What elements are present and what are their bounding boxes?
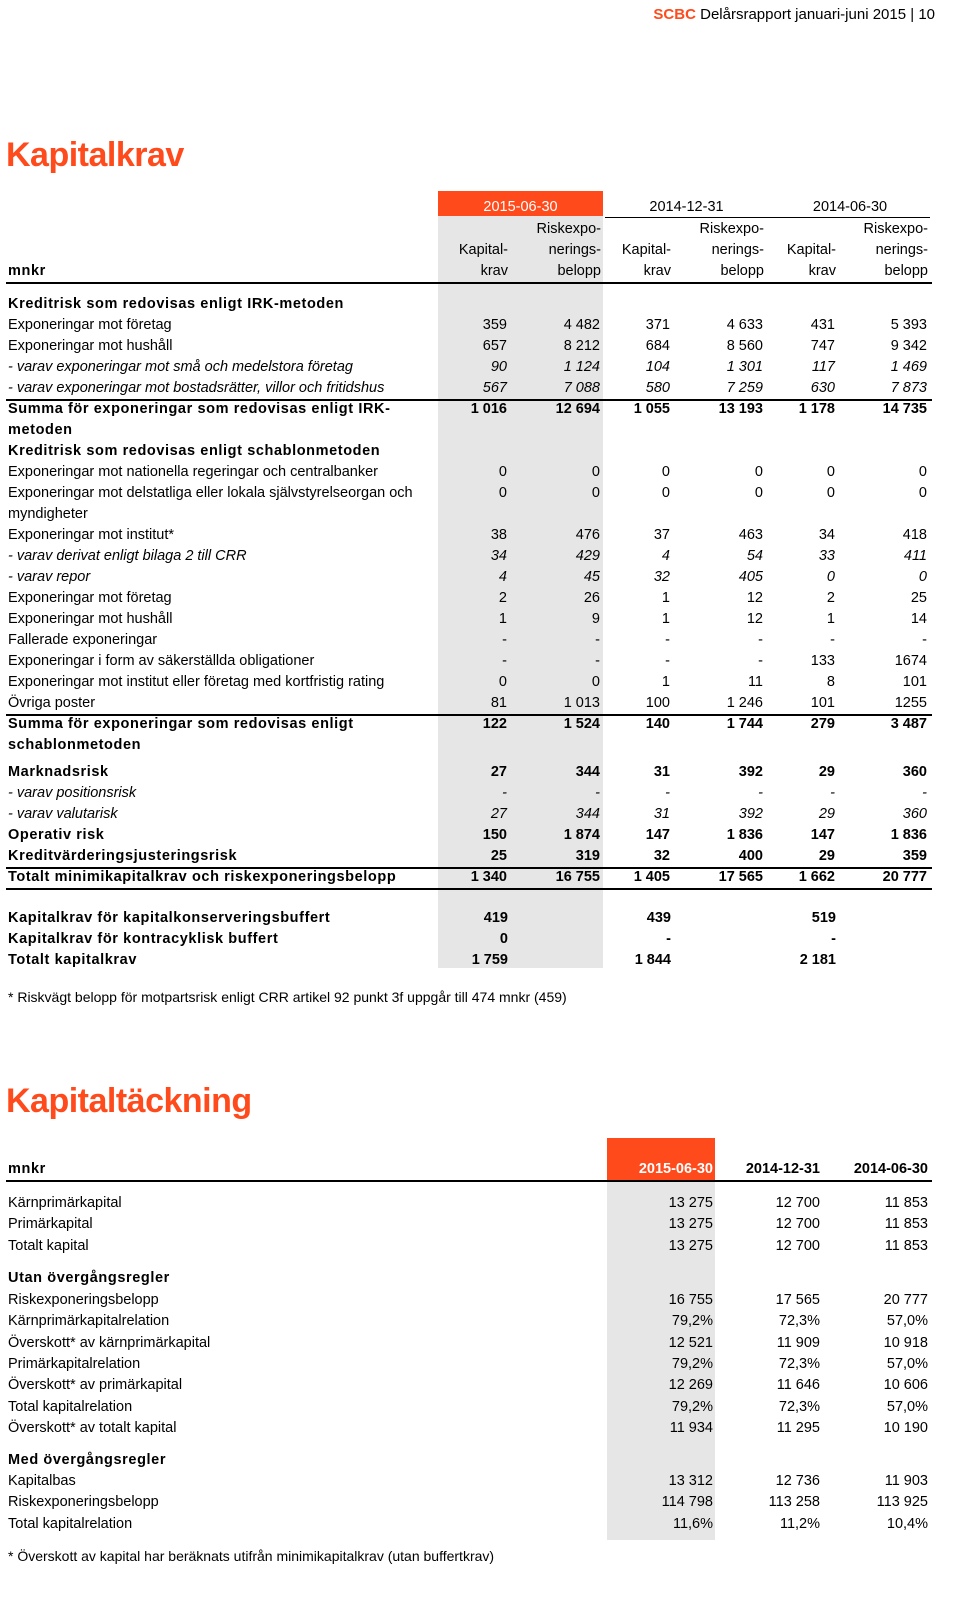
- row-label: Kreditrisk som redovisas enligt IRK-metoden: [8, 296, 345, 312]
- table-cell: 29: [818, 806, 835, 822]
- table-cell: 117: [811, 359, 835, 375]
- table-cell: -: [758, 632, 763, 648]
- row-label: Summa för exponeringar som redovisas enligt: [8, 716, 354, 732]
- period-header: 2014-12-31: [745, 1161, 820, 1177]
- row-label: Exponeringar mot företag: [8, 590, 172, 606]
- table-cell: -: [502, 785, 507, 801]
- table-cell: 0: [918, 485, 927, 501]
- row-label: Övriga poster: [8, 695, 96, 711]
- table-cell: -: [922, 785, 927, 801]
- table-cell: 11,2%: [779, 1515, 820, 1532]
- table-cell: 72,3%: [778, 1398, 820, 1415]
- brand-logo: SCBC: [653, 6, 696, 23]
- table-cell: 463: [738, 527, 763, 543]
- table-cell: 32: [653, 848, 670, 864]
- table-cell: 140: [645, 716, 670, 732]
- row-label: Fallerade exponeringar: [8, 632, 158, 648]
- buffer-cell: 439: [646, 910, 671, 926]
- col-header-riskexponeringsbelopp: Riskexpo-: [863, 221, 928, 237]
- table-cell: 0: [591, 464, 600, 480]
- col-header-riskexponeringsbelopp: nerings-: [875, 242, 928, 258]
- table-cell: 405: [738, 569, 763, 585]
- table-cell: 1 836: [726, 827, 763, 843]
- table-cell: 25: [490, 848, 507, 864]
- table-cell: 567: [482, 380, 507, 396]
- row-label: Totalt kapital: [8, 1237, 89, 1254]
- table-cell: -: [595, 653, 600, 669]
- col-header-kapitalkrav: Kapital-: [458, 242, 508, 258]
- table-cell: 11 903: [884, 1473, 928, 1489]
- kapitalkrav-title: Kapitalkrav: [6, 136, 184, 174]
- buffer-label: Kapitalkrav för kontracyklisk buffert: [8, 931, 279, 947]
- table-cell: -: [830, 785, 835, 801]
- table-cell: 11,6%: [672, 1515, 713, 1532]
- table-cell: 1: [661, 590, 670, 606]
- table-cell: 13 312: [668, 1473, 713, 1489]
- table-cell: 1 013: [563, 695, 600, 711]
- row-label: Total kapitalrelation: [8, 1398, 133, 1415]
- buffer-label: Kapitalkrav för kapitalkonserveringsbuffert: [8, 910, 331, 926]
- period-header: 2015-06-30: [483, 199, 558, 215]
- table-cell: 0: [918, 464, 927, 480]
- buffer-cell: 0: [499, 931, 508, 947]
- table-cell: 81: [490, 695, 507, 711]
- table-cell: 0: [498, 674, 507, 690]
- table-cell: 0: [591, 485, 600, 501]
- buffer-cell: 1 844: [634, 952, 671, 968]
- row-label: Exponeringar i form av säkerställda obligationer: [8, 653, 315, 669]
- table-cell: 4: [661, 548, 670, 564]
- row-label: Summa för exponeringar som redovisas enligt IRK-: [8, 401, 391, 417]
- table-cell: 360: [902, 764, 927, 780]
- table-cell: 1 874: [563, 827, 600, 843]
- table-cell: 359: [482, 317, 507, 333]
- table-cell: 150: [482, 827, 507, 843]
- table-cell: 20 777: [882, 869, 927, 885]
- table-cell: 13 275: [668, 1237, 713, 1254]
- table-cell: 1 524: [563, 716, 600, 732]
- table-cell: 0: [591, 674, 600, 690]
- table-cell: 113 258: [768, 1494, 820, 1511]
- table-cell: 371: [645, 317, 670, 333]
- period-header: 2014-06-30: [853, 1161, 928, 1177]
- table-cell: 12 736: [775, 1473, 820, 1489]
- table-cell: 57,0%: [886, 1398, 928, 1415]
- table-cell: 57,0%: [886, 1313, 928, 1330]
- table-cell: 10 918: [883, 1334, 928, 1351]
- table-cell: 359: [902, 848, 927, 864]
- table-cell: 10 190: [883, 1419, 928, 1436]
- table-cell: 12 700: [775, 1216, 820, 1233]
- table-cell: 34: [818, 527, 835, 543]
- table-cell: 7 873: [890, 380, 927, 396]
- table-cell: 8 560: [726, 338, 763, 354]
- row-label: - varav repor: [8, 569, 91, 585]
- group-heading: Utan övergångsregler: [8, 1270, 170, 1286]
- header-bottom-rule: [6, 282, 932, 284]
- table-cell: 113 925: [876, 1494, 928, 1511]
- header-separator: |: [910, 6, 915, 23]
- table-cell: 0: [498, 485, 507, 501]
- table-cell: 4: [498, 569, 507, 585]
- group-heading: Med övergångsregler: [8, 1452, 167, 1468]
- table-cell: 31: [653, 806, 670, 822]
- table-cell: 0: [826, 569, 835, 585]
- table-cell: 4 482: [563, 317, 600, 333]
- table-cell: 12: [746, 590, 763, 606]
- row-label: Exponeringar mot delstatliga eller lokala självstyrelseorgan och: [8, 485, 413, 501]
- report-title: Delårsrapport januari-juni 2015: [700, 6, 907, 23]
- period-header: 2014-06-30: [812, 199, 888, 215]
- table-cell: 12 521: [668, 1334, 713, 1351]
- buffer-cell: 2 181: [799, 952, 836, 968]
- table-cell: 1 055: [633, 401, 670, 417]
- table-cell: -: [758, 653, 763, 669]
- row-label: Exponeringar mot institut*: [8, 527, 175, 543]
- table-cell: 33: [818, 548, 835, 564]
- table-cell: 13 193: [718, 401, 763, 417]
- row-label: Kärnprimärkapital: [8, 1195, 122, 1211]
- table-cell: 11 909: [776, 1334, 820, 1351]
- sum-top-rule: [6, 399, 932, 401]
- period-header: 2015-06-30: [638, 1161, 713, 1177]
- row-label: - varav exponeringar mot små och medelstora företag: [8, 359, 353, 375]
- row-label: schablonmetoden: [8, 737, 142, 753]
- sum-top-rule: [6, 714, 932, 716]
- table-cell: 12: [746, 611, 763, 627]
- row-label: Exponeringar mot företag: [8, 317, 172, 333]
- table-cell: 11 853: [884, 1237, 928, 1254]
- table-cell: 38: [490, 527, 507, 543]
- table-cell: -: [502, 653, 507, 669]
- buffer-cell: 419: [483, 910, 508, 926]
- col-header-kapitalkrav: krav: [480, 263, 508, 279]
- buffer-cell: -: [831, 931, 836, 947]
- col-header-riskexponeringsbelopp: Riskexpo-: [699, 221, 764, 237]
- table-cell: 1255: [894, 695, 927, 711]
- buffer-cell: 519: [811, 910, 836, 926]
- table-cell: 11 934: [669, 1419, 713, 1436]
- row-label: - varav derivat enligt bilaga 2 till CRR: [8, 548, 247, 564]
- table-cell: 11 646: [776, 1377, 820, 1394]
- table-cell: -: [595, 785, 600, 801]
- col-header-kapitalkrav: krav: [643, 263, 671, 279]
- table-cell: -: [922, 632, 927, 648]
- col-header-riskexponeringsbelopp: belopp: [720, 263, 764, 279]
- row-label: Kapitalbas: [8, 1473, 76, 1489]
- col-header-riskexponeringsbelopp: nerings-: [711, 242, 764, 258]
- table-cell: 29: [818, 764, 835, 780]
- table-cell: 657: [482, 338, 507, 354]
- table-cell: 16 755: [668, 1292, 713, 1308]
- footnote: * Riskvägt belopp för motpartsrisk enligt CRR artikel 92 punkt 3f uppgår till 474 mnkr (459): [8, 989, 567, 1005]
- table-cell: -: [758, 785, 763, 801]
- table-cell: 1 178: [798, 401, 835, 417]
- row-label: myndigheter: [8, 506, 88, 522]
- table-cell: 344: [575, 806, 600, 822]
- table-cell: 0: [661, 464, 670, 480]
- buffer-label: Totalt kapitalkrav: [8, 952, 137, 968]
- table-cell: 57,0%: [886, 1355, 928, 1372]
- table-cell: 79,2%: [671, 1313, 713, 1330]
- table-cell: 17 565: [718, 869, 763, 885]
- row-label: Marknadsrisk: [8, 764, 109, 780]
- table-cell: 11 295: [776, 1419, 820, 1436]
- total-bottom-rule: [6, 888, 932, 890]
- table-cell: 101: [810, 695, 835, 711]
- table-cell: 10 606: [883, 1377, 928, 1394]
- footnote: * Överskott av kapital har beräknats utifrån minimikapitalkrav (utan buffertkrav): [8, 1548, 495, 1564]
- header-bottom-rule: [6, 1180, 932, 1182]
- table-cell: 11 853: [884, 1216, 928, 1233]
- col-header-riskexponeringsbelopp: belopp: [884, 263, 928, 279]
- col-header-riskexponeringsbelopp: nerings-: [548, 242, 601, 258]
- table-cell: 3 487: [890, 716, 927, 732]
- table-cell: 31: [653, 764, 670, 780]
- table-cell: 418: [902, 527, 927, 543]
- row-label: Exponeringar mot nationella regeringar och centralbanker: [8, 464, 378, 480]
- table-cell: 114 798: [661, 1494, 713, 1511]
- table-cell: 1 340: [470, 869, 507, 885]
- table-cell: 1 662: [798, 869, 835, 885]
- table-cell: 104: [645, 359, 670, 375]
- table-cell: 100: [645, 695, 670, 711]
- table-cell: 17 565: [775, 1292, 820, 1308]
- unit-label: mnkr: [8, 1161, 46, 1177]
- period-header: 2014-12-31: [649, 199, 724, 215]
- table-cell: 12 700: [775, 1237, 820, 1254]
- col-header-kapitalkrav: krav: [808, 263, 836, 279]
- table-cell: -: [502, 632, 507, 648]
- table-cell: 1 469: [890, 359, 927, 375]
- table-cell: 0: [498, 464, 507, 480]
- table-cell: -: [665, 785, 670, 801]
- table-cell: 8 212: [563, 338, 600, 354]
- table-cell: 0: [918, 569, 927, 585]
- total-top-rule: [6, 867, 932, 869]
- table-cell: 1: [498, 611, 507, 627]
- table-cell: 344: [575, 764, 600, 780]
- table-cell: 27: [490, 806, 507, 822]
- table-cell: 29: [818, 848, 835, 864]
- table-cell: 25: [910, 590, 927, 606]
- table-cell: -: [665, 632, 670, 648]
- row-label: Riskexponeringsbelopp: [8, 1292, 159, 1308]
- table-cell: 4 633: [726, 317, 763, 333]
- page-header: [653, 6, 935, 23]
- col-header-kapitalkrav: Kapital-: [621, 242, 671, 258]
- page-number: 10: [918, 6, 935, 23]
- row-label: Totalt minimikapitalkrav och riskexponeringsbelopp: [8, 869, 397, 885]
- table-cell: 429: [575, 548, 600, 564]
- table-cell: 1 836: [890, 827, 927, 843]
- table-cell: 72,3%: [778, 1355, 820, 1372]
- table-cell: 1 016: [470, 401, 507, 417]
- table-cell: 2: [826, 590, 835, 606]
- table-cell: 37: [653, 527, 670, 543]
- row-label: - varav exponeringar mot bostadsrätter, villor och fritidshus: [8, 380, 385, 396]
- table-cell: 16 755: [555, 869, 600, 885]
- table-cell: 12 269: [668, 1377, 713, 1394]
- table-cell: 27: [490, 764, 507, 780]
- header-rule: [605, 217, 930, 218]
- table-cell: 8: [826, 674, 835, 690]
- table-cell: 476: [575, 527, 600, 543]
- table-cell: 34: [490, 548, 507, 564]
- table-cell: 9: [591, 611, 600, 627]
- table-cell: 392: [738, 764, 763, 780]
- col-header-riskexponeringsbelopp: Riskexpo-: [536, 221, 601, 237]
- table-cell: 1 744: [726, 716, 763, 732]
- table-cell: 122: [482, 716, 507, 732]
- col-header-kapitalkrav: Kapital-: [786, 242, 836, 258]
- table-cell: 279: [810, 716, 835, 732]
- row-label: Överskott* av totalt kapital: [8, 1419, 177, 1436]
- table-cell: 12 694: [555, 401, 600, 417]
- table-cell: 11 853: [884, 1195, 928, 1211]
- table-cell: 1 246: [726, 695, 763, 711]
- row-label: Kreditvärderingsjusteringsrisk: [8, 848, 238, 864]
- table-cell: 0: [826, 485, 835, 501]
- row-label: Riskexponeringsbelopp: [8, 1494, 159, 1511]
- table-cell: 319: [575, 848, 600, 864]
- table-cell: 580: [645, 380, 670, 396]
- table-cell: 147: [810, 827, 835, 843]
- table-cell: 26: [583, 590, 600, 606]
- row-label: metoden: [8, 422, 73, 438]
- table-cell: 1: [661, 674, 670, 690]
- table-cell: 0: [754, 464, 763, 480]
- table-cell: 11: [747, 674, 763, 690]
- table-cell: 392: [738, 806, 763, 822]
- table-cell: 431: [810, 317, 835, 333]
- table-cell: 79,2%: [671, 1398, 713, 1415]
- col-header-riskexponeringsbelopp: belopp: [557, 263, 601, 279]
- row-label: Exponeringar mot institut eller företag med kortfristig rating: [8, 674, 385, 690]
- table-cell: 10,4%: [886, 1515, 928, 1532]
- table-cell: 0: [661, 485, 670, 501]
- buffer-cell: -: [666, 931, 671, 947]
- row-label: Exponeringar mot hushåll: [8, 611, 173, 627]
- table-cell: 54: [746, 548, 763, 564]
- table-cell: 7 088: [563, 380, 600, 396]
- table-cell: 20 777: [883, 1292, 928, 1308]
- table-cell: 747: [810, 338, 835, 354]
- table-cell: 133: [810, 653, 835, 669]
- table-cell: 14 735: [882, 401, 927, 417]
- row-label: - varav positionsrisk: [8, 785, 137, 801]
- table-cell: 79,2%: [671, 1355, 713, 1372]
- table-cell: 0: [754, 485, 763, 501]
- row-label: - varav valutarisk: [8, 806, 118, 822]
- table-cell: 684: [645, 338, 670, 354]
- buffer-cell: 1 759: [471, 952, 508, 968]
- kapitaltackning-title: Kapitaltäckning: [6, 1082, 252, 1120]
- table-cell: 630: [810, 380, 835, 396]
- table-cell: 7 259: [726, 380, 763, 396]
- table-cell: 0: [826, 464, 835, 480]
- row-label: Total kapitalrelation: [8, 1515, 133, 1532]
- table-cell: 1 405: [633, 869, 670, 885]
- table-cell: 1: [661, 611, 670, 627]
- unit-label: mnkr: [8, 263, 46, 279]
- table-cell: 411: [903, 548, 927, 564]
- table-cell: -: [595, 632, 600, 648]
- table-cell: 360: [902, 806, 927, 822]
- table-cell: 9 342: [890, 338, 927, 354]
- table-cell: 32: [653, 569, 670, 585]
- table-cell: 90: [490, 359, 507, 375]
- table-cell: 1674: [894, 653, 927, 669]
- table-cell: 5 393: [890, 317, 927, 333]
- table-cell: 101: [902, 674, 927, 690]
- table-cell: 2: [498, 590, 507, 606]
- row-label: Primärkapital: [8, 1216, 93, 1233]
- table-cell: 14: [910, 611, 927, 627]
- table-cell: 1: [826, 611, 835, 627]
- table-cell: 400: [738, 848, 763, 864]
- table-cell: -: [830, 632, 835, 648]
- table-cell: 1 124: [563, 359, 600, 375]
- row-label: Kreditrisk som redovisas enligt schablonmetoden: [8, 443, 381, 459]
- table-cell: 45: [583, 569, 600, 585]
- table-cell: -: [665, 653, 670, 669]
- row-label: Operativ risk: [8, 827, 105, 843]
- row-label: Överskott* av kärnprimärkapital: [8, 1334, 211, 1351]
- row-label: Primärkapitalrelation: [8, 1355, 141, 1372]
- table-cell: 72,3%: [778, 1313, 820, 1330]
- row-label: Kärnprimärkapitalrelation: [8, 1313, 170, 1330]
- table-cell: 12 700: [775, 1195, 820, 1211]
- table-cell: 1 301: [726, 359, 763, 375]
- row-label: Överskott* av primärkapital: [8, 1377, 183, 1394]
- row-label: Exponeringar mot hushåll: [8, 338, 173, 354]
- table-cell: 13 275: [668, 1195, 713, 1211]
- table-cell: 13 275: [668, 1216, 713, 1233]
- table-cell: 147: [645, 827, 670, 843]
